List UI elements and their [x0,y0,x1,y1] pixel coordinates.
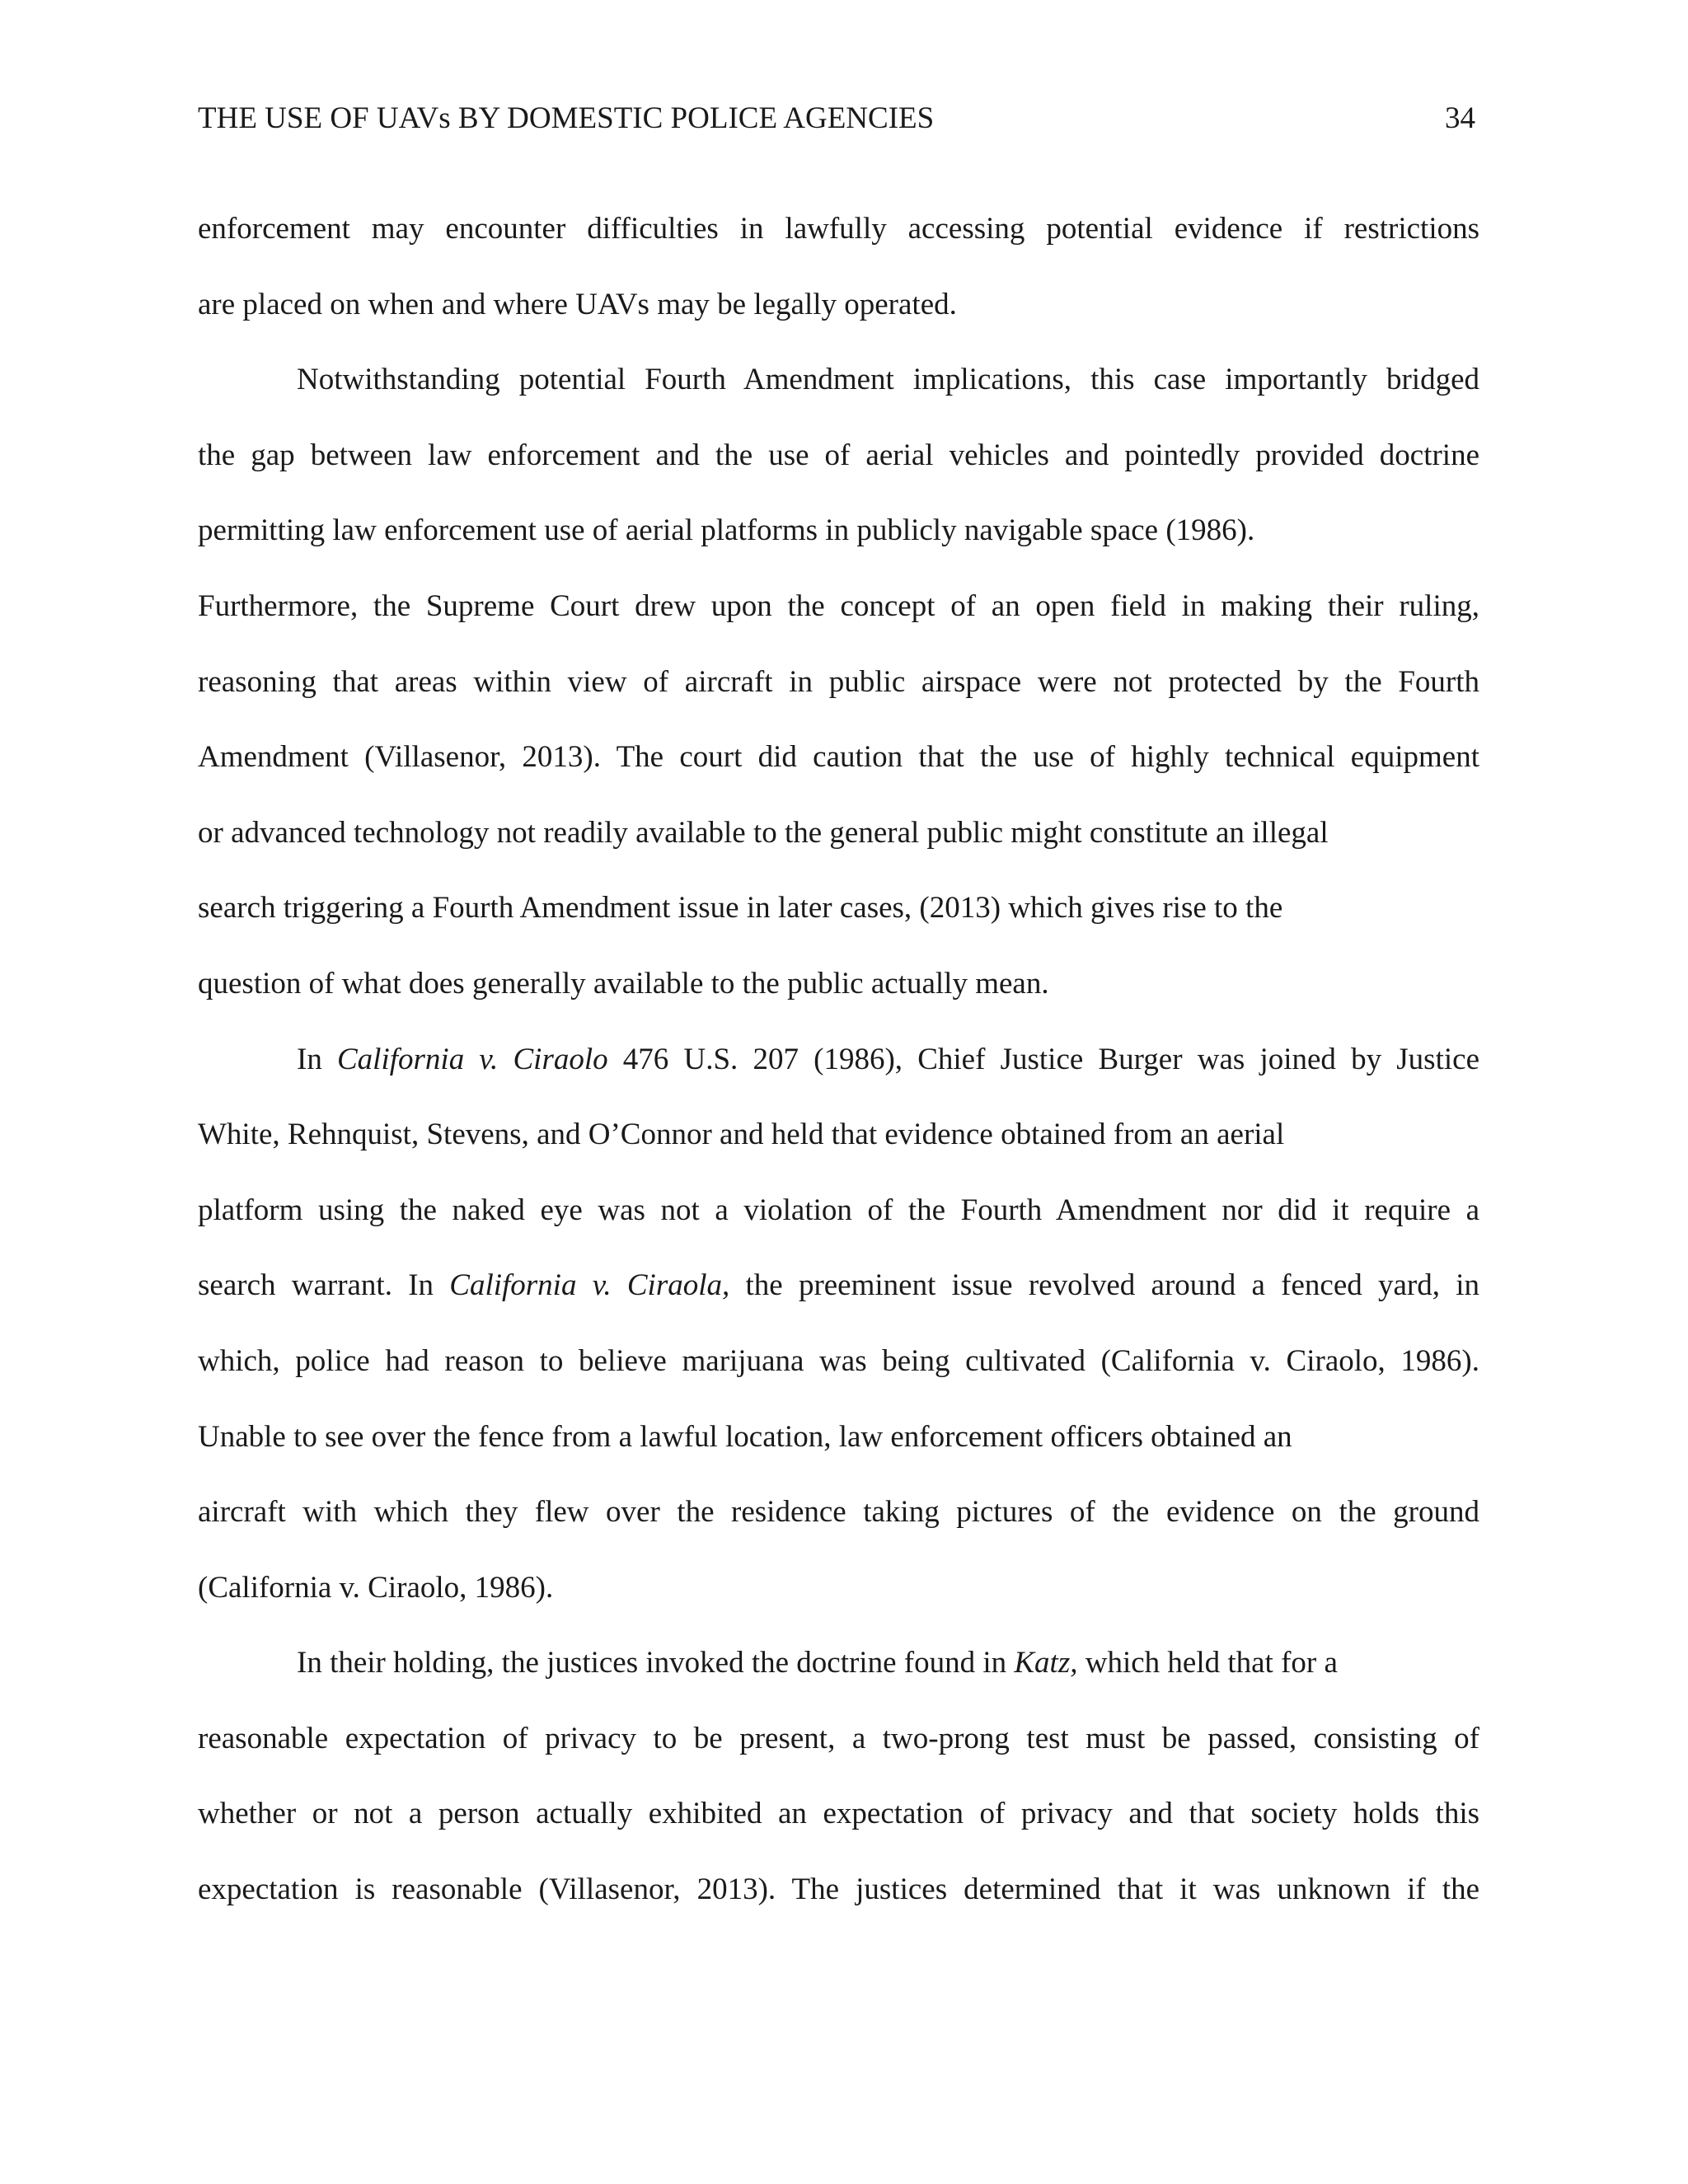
text-line: are placed on when and where UAVs may be legally operated. [198,287,957,321]
text-line: Notwithstanding potential Fourth Amendment implications, this case importantly bridged [297,363,1479,397]
text-line: search warrant. In California v. Ciraola, the preeminent issue revolved around a fenced yard, in [198,1268,1480,1303]
text-line: reasonable expectation of privacy to be present, a two-prong test must be passed, consisting of [198,1721,1479,1755]
running-title: THE USE OF UAVs BY DOMESTIC POLICE AGENCIES [198,101,935,135]
text-line: enforcement may encounter difficulties in lawfully accessing potential evidence if restrictions [198,212,1479,246]
text-line: White, Rehnquist, Stevens, and O’Connor and held that evidence obtained from an aerial [198,1118,1285,1152]
case-name: California v. Ciraolo [337,1042,608,1076]
text-line: question of what does generally available to the public actually mean. [198,966,1049,1001]
text-line: Unable to see over the fence from a lawful location, law enforcement officers obtained an [198,1419,1292,1454]
running-head [198,97,1475,140]
text-line: aircraft with which they flew over the residence taking pictures of the evidence on the ground [198,1495,1479,1530]
text-line: whether or not a person actually exhibited an expectation of privacy and that society holds this [198,1797,1479,1831]
text-line: the gap between law enforcement and the use of aerial vehicles and pointedly provided doctrine [198,438,1479,472]
body-text [198,191,1479,1928]
text-line: Furthermore, the Supreme Court drew upon the concept of an open field in making their ruling, [198,588,1479,623]
text-line: Amendment (Villasenor, 2013). The court did caution that the use of highly technical equipment [198,740,1479,775]
text-line: expectation is reasonable (Villasenor, 2013). The justices determined that it was unknown if the [198,1872,1479,1907]
text-line: which, police had reason to believe marijuana was being cultivated (California v. Ciraolo, 1986). [198,1343,1479,1378]
case-name: California v. Ciraola, [449,1268,730,1303]
text-line: reasoning that areas within view of aircraft in public airspace were not protected by the Fourth [198,664,1479,699]
text-line: In California v. Ciraolo 476 U.S. 207 (1986), Chief Justice Burger was joined by Justice [297,1042,1479,1076]
page-number: 34 [1445,101,1475,135]
text-line: platform using the naked eye was not a violation of the Fourth Amendment nor did it require a [198,1193,1479,1227]
text-line: In their holding, the justices invoked the doctrine found in Katz, which held that for a [297,1646,1338,1680]
case-name: Katz, [1014,1646,1078,1680]
text-line: permitting law enforcement use of aerial platforms in publicly navigable space (1986). [198,513,1255,548]
text-line: (California v. Ciraolo, 1986). [198,1570,554,1605]
text-line: search triggering a Fourth Amendment issue in later cases, (2013) which gives rise to the [198,891,1283,926]
text-line: or advanced technology not readily available to the general public might constitute an illegal [198,815,1329,850]
